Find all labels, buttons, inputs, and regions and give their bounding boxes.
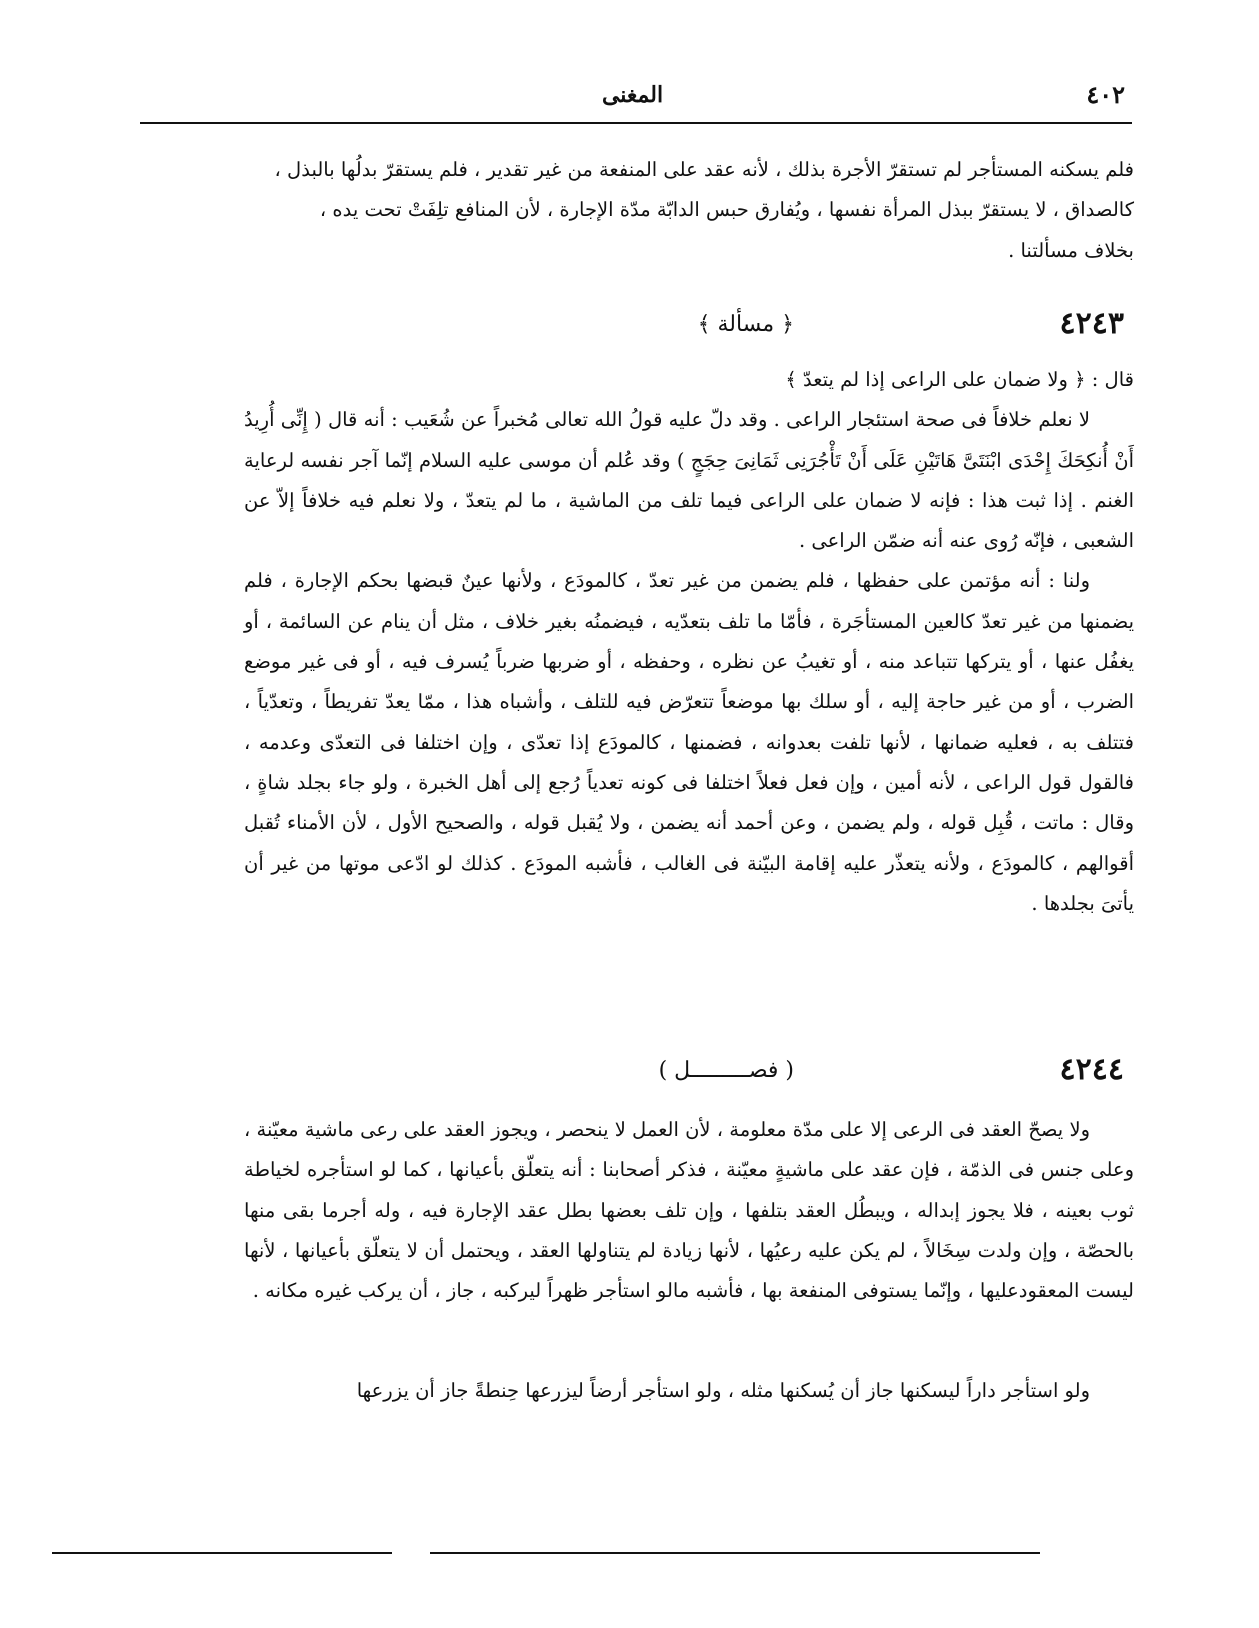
section-4243-body xyxy=(244,360,1134,924)
section-4244-continuation xyxy=(244,1371,1134,1411)
intro-line-2: كالصداق ، لا يستقرّ ببذل المرأة نفسها ، ويُفارق حبس الدابّة مدّة الإجارة ، لأن المنافع تلِفَتْ تحت يده ، xyxy=(319,198,1134,222)
footnote-divider-left xyxy=(52,1552,392,1554)
header-divider xyxy=(140,122,1132,124)
paragraph: ولا يصحّ العقد فى الرعى إلا على مدّة معلومة ، لأن العمل لا ينحصر ، ويجوز العقد على رعى ماشية معيّنة ، وعلى جنس فى الذمّة ، فإن عقد على ماشيةٍ معيّنة ، فذكر أصحابنا : أنه يتعلّق بأعيانها ، كما لو استأجره لخياطة ثوب بعينه ، فلا يجوز إبداله ، ويبطُل العقد بتلفها ، وإن تلف بعضها بطل عقد الإجارة فيه ، وله أجرما بقى منها بالحصّة ، وإن ولدت سِخَالاً ، لم يكن عليه رعيُها ، لأنها زيادة لم يتناولها العقد ، ويحتمل أن لا يتعلّق بأعيانها ، لأنها ليست المعقودعليها ، وإنّما يستوفى المنفعة بها ، فأشبه مالو استأجر ظهراً ليركبه ، جاز ، أن يركب غيره مكانه . xyxy=(244,1118,1134,1303)
intro-line-1: فلم يسكنه المستأجر لم تستقرّ الأجرة بذلك ، لأنه عقد على المنفعة من غير تقدير ، فلم يستقرّ بدلُها بالبذل ، xyxy=(274,158,1134,181)
section-label: ( فصـــــــــل ) xyxy=(658,1058,794,1083)
page-header xyxy=(140,78,1125,118)
intro-line-3: بخلاف مسألتنا . xyxy=(1008,238,1134,262)
section-heading-4243 xyxy=(254,304,1124,354)
paragraph: ولو استأجر داراً ليسكنها جاز أن يُسكنها مثله ، ولو استأجر أرضاً ليزرعها حِنطةً جاز أن يزرعها xyxy=(356,1379,1090,1402)
section-number: ٤٢٤٣ xyxy=(1059,306,1124,341)
page-number: ٤٠٢ xyxy=(1086,80,1125,109)
section-label: ﴿ مسألة ﴾ xyxy=(697,312,794,337)
paragraph: لا نعلم خلافاً فى صحة استئجار الراعى . وقد دلّ عليه قولُ الله تعالى مُخبراً عن شُعَيب : أنه قال ( إِنِّى أُرِيدُ أَنْ أُنكِحَكَ إِحْدَى ابْنَتَىَّ هَاتَيْنِ عَلَى أَنْ تَأْجُرَنِى ثَمَانِىَ حِجَجٍ ) وقد عُلم أن موسى عليه السلام إنّما آجر نفسه لرعاية الغنم . إذا ثبت هذا : فإنه لا ضمان على الراعى فيما تلف من الماشية ، ما لم يتعدّ ، ولا نعلم فيه خلافاً إلاّ عن الشعبى ، فإنّه رُوى عنه أنه ضمّن الراعى . xyxy=(244,408,1134,553)
section-4244-body xyxy=(244,1110,1134,1311)
footnote-divider-right xyxy=(430,1552,1040,1554)
question-line: قال : ﴿ ولا ضمان على الراعى إذا لم يتعدّ ﴾ xyxy=(785,368,1134,391)
paragraph: ولنا : أنه مؤتمن على حفظها ، فلم يضمن من غير تعدّ ، كالمودَع ، ولأنها عينٌ قبضها بحكم الإجارة ، فلم يضمنها من غير تعدّ كالعين المستأجَرة ، فأمّا ما تلف بتعدّيه ، فيضمنُه بغير خلاف ، مثل أن ينام عن السائمة ، أو يغفُل عنها ، أو يتركها تتباعد منه ، أو تغيبُ عن نظره ، وحفظه ، أو ضربها ضرباً يُسرف فيه ، أو فى غير موضع الضرب ، أو من غير حاجة إليه ، أو سلك بها موضعاً تتعرّض فيه للتلف ، وأشباه هذا ، ممّا يعدّ تفريطاً ، وتعدّياً ، فتتلف به ، فعليه ضمانها ، لأنها تلفت بعدوانه ، فضمنها ، كالمودَع إذا تعدّى ، وإن اختلفا فى التعدّى وعدمه ، فالقول قول الراعى ، لأنه أمين ، وإن فعل فعلاً اختلفا فى كونه تعدياً رُجع إلى أهل الخبرة ، ولو جاء بجلد شاةٍ ، وقال : ماتت ، قُبِل قوله ، ولم يضمن ، وعن أحمد أنه يضمن ، ولا يُقبل قوله ، والصحيح الأول ، لأن الأمناء تُقبل أقوالهم ، كالمودَع ، ولأنه يتعذّر عليه إقامة البيّنة فى الغالب ، فأشبه المودَع . كذلك لو ادّعى موتها من غير أن يأتىَ بجلدها . xyxy=(244,569,1134,915)
intro-paragraph xyxy=(244,150,1134,271)
section-heading-4244 xyxy=(254,1050,1124,1100)
section-number: ٤٢٤٤ xyxy=(1059,1052,1124,1087)
running-title: المغنى xyxy=(601,82,664,108)
